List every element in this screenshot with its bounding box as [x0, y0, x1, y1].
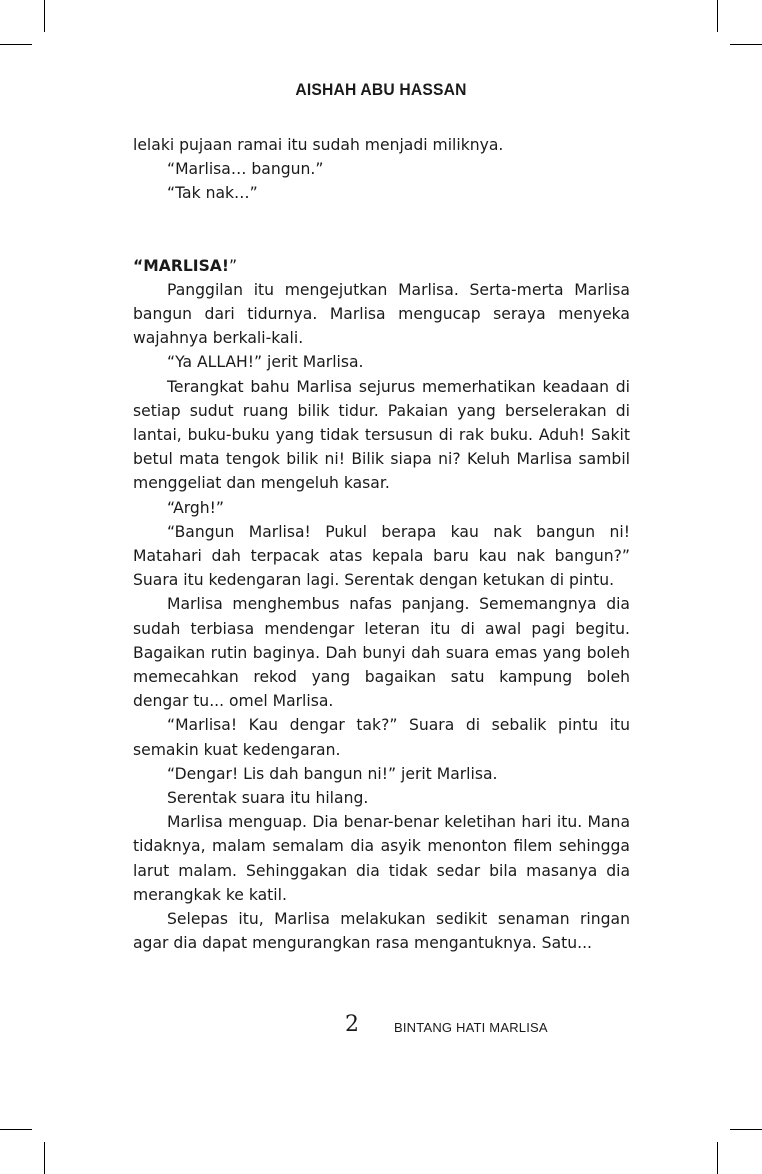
crop-mark [730, 44, 762, 45]
crop-mark [717, 0, 718, 32]
running-foot-title: BINTANG HATI MARLISA [394, 1020, 548, 1035]
paragraph: Selepas itu, Marlisa melakukan sedikit senaman ringan agar dia dapat mengurangkan rasa mengantuknya. Satu... [133, 910, 630, 953]
crop-mark [717, 1142, 718, 1174]
paragraph: Marlisa menguap. Dia benar-benar keletihan hari itu. Mana tidaknya, malam semalam dia asyik menonton filem sehingga larut malam. Sehinggakan dia tidak sedar bila masanya dia merangkak ke katil. [133, 813, 630, 904]
scene-opening-bold: “MARLISA! [133, 256, 229, 275]
paragraph: “Marlisa… bangun.” [167, 160, 324, 179]
paragraph: “Argh!” [167, 498, 224, 517]
page-number: 2 [345, 1012, 359, 1037]
page-body [133, 133, 630, 956]
paragraph: “Tak nak…” [167, 184, 258, 203]
paragraph: “Ya ALLAH!” jerit Marlisa. [167, 353, 364, 372]
crop-mark [0, 44, 32, 45]
running-head-author: AISHAH ABU HASSAN [295, 80, 467, 99]
paragraph: “Dengar! Lis dah bangun ni!” jerit Marlisa. [167, 764, 498, 783]
crop-mark [0, 1129, 32, 1130]
paragraph: Panggilan itu mengejutkan Marlisa. Serta-merta Marlisa bangun dari tidurnya. Marlisa mengucap seraya menyeka wajahnya berkali-kali. [133, 280, 630, 348]
paragraph: Terangkat bahu Marlisa sejurus memerhatikan keadaan di setiap sudut ruang bilik tidur. Pakaian yang berselerakan di lantai, buku-buku yang tidak tersusun di rak buku. Aduh! Sakit betul mata tengok bilik ni! Bilik siapa ni? Keluh Marlisa sambil menggeliat dan mengeluh kasar. [133, 377, 630, 493]
paragraph: Marlisa menghembus nafas panjang. Sememangnya dia sudah terbiasa mendengar leteran itu di awal pagi begitu. Bagaikan rutin baginya. Dah bunyi dah suara emas yang boleh memecahkan rekod yang bagaikan satu kampung boleh dengar tu... omel Marlisa. [133, 595, 630, 711]
scene-opening-quote: ” [229, 256, 238, 275]
paragraph: “Bangun Marlisa! Pukul berapa kau nak bangun ni! Matahari dah terpacak atas kepala baru kau nak bangun?” Suara itu kedengaran lagi. Serentak dengan ketukan di pintu. [133, 522, 630, 590]
scene-break [133, 206, 630, 254]
scene-opening [133, 254, 630, 278]
paragraph: “Marlisa! Kau dengar tak?” Suara di sebalik pintu itu semakin kuat kedengaran. [133, 716, 630, 759]
crop-mark [44, 1142, 45, 1174]
paragraph: Serentak suara itu hilang. [167, 789, 369, 808]
crop-mark [730, 1129, 762, 1130]
paragraph: lelaki pujaan ramai itu sudah menjadi miliknya. [133, 136, 504, 154]
crop-mark [44, 0, 45, 32]
